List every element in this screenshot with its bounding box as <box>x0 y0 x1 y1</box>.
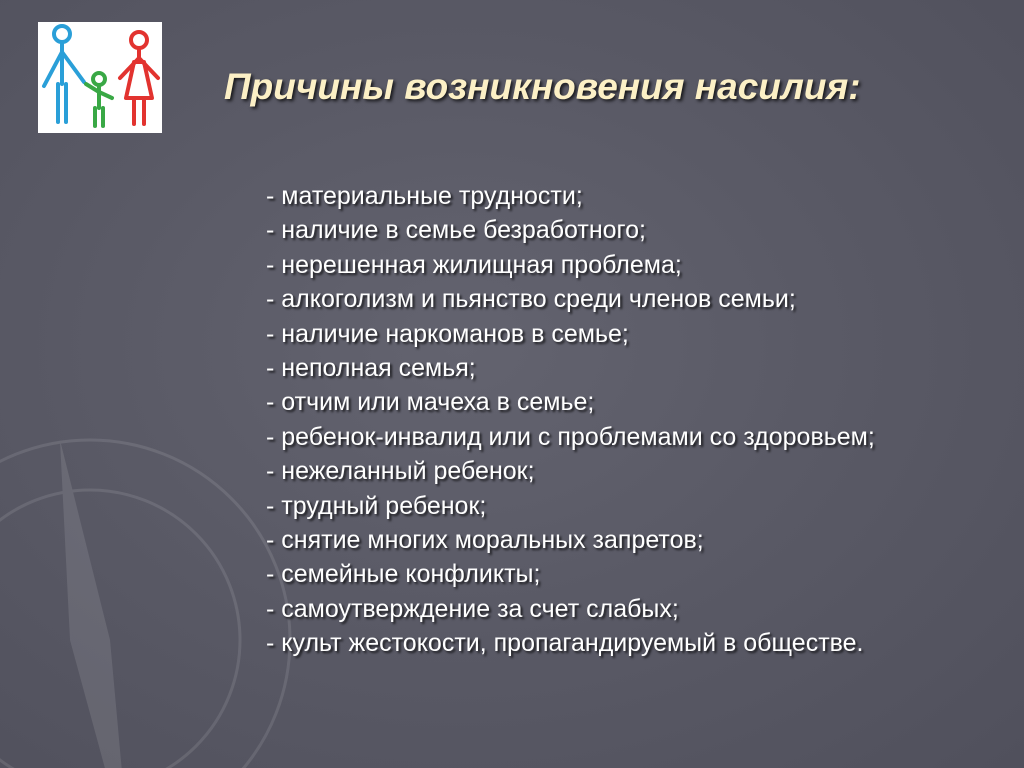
list-item: - семейные конфликты; <box>266 560 541 589</box>
family-icon <box>38 22 162 133</box>
causes-list <box>266 179 875 661</box>
family-logo <box>38 22 162 133</box>
compass-watermark <box>0 300 300 768</box>
list-item: - нежеланный ребенок; <box>266 457 535 486</box>
list-item: - алкоголизм и пьянство среди членов семьи; <box>266 285 796 314</box>
list-item: - снятие многих моральных запретов; <box>266 526 704 555</box>
list-item: - трудный ребенок; <box>266 491 487 520</box>
list-item: - материальные трудности; <box>266 182 583 210</box>
list-item: - культ жестокости, пропагандируемый в обществе. <box>266 629 864 658</box>
list-item: - самоутверждение за счет слабых; <box>266 594 679 623</box>
list-item: - неполная семья; <box>266 354 476 383</box>
list-item: - наличие наркоманов в семье; <box>266 319 629 348</box>
list-item: - ребенок-инвалид или с проблемами со здоровьем; <box>266 422 875 451</box>
list-item: - отчим или мачеха в семье; <box>266 388 595 417</box>
slide-title: Причины возникновения насилия: <box>224 66 861 107</box>
list-item: - нерешенная жилищная проблема; <box>266 250 682 279</box>
list-item: - наличие в семье безработного; <box>266 216 646 245</box>
